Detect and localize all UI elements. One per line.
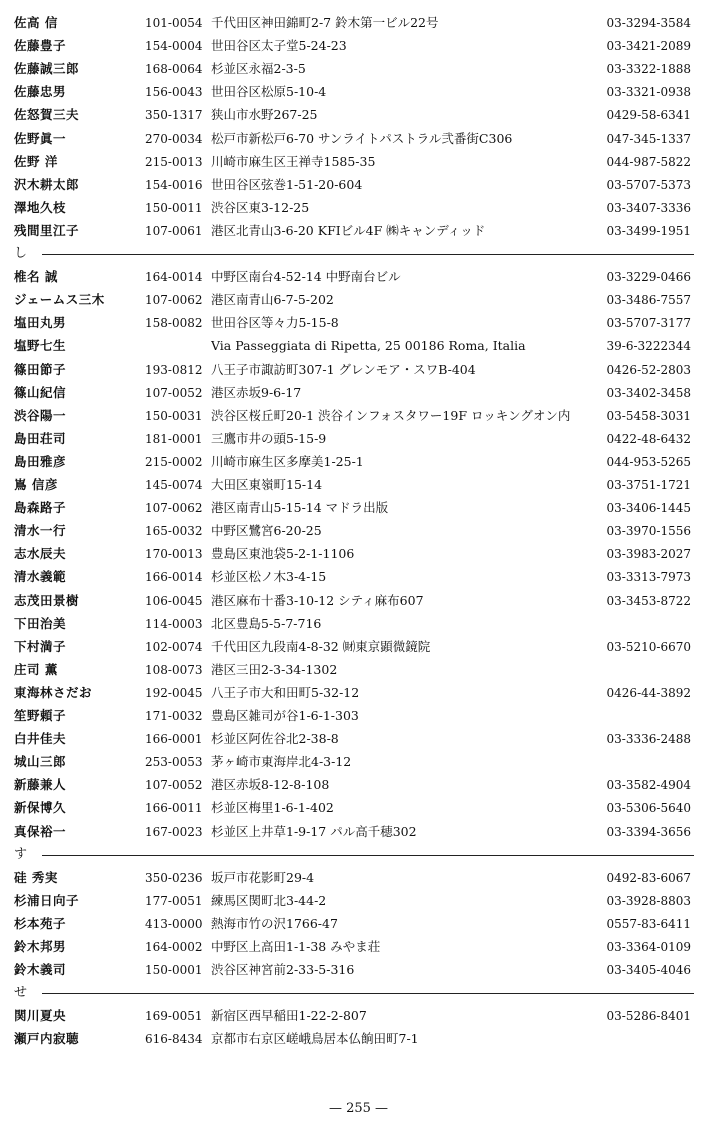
directory-entry — [0, 266, 717, 288]
directory-entry — [0, 174, 717, 196]
entry-address: 世田谷区太子堂5-24-23 — [211, 38, 347, 54]
entry-zip: 350-1317 — [145, 108, 203, 123]
directory-entry — [0, 289, 717, 311]
entry-name: ジェームス三木 — [14, 292, 105, 308]
entry-name: 渋谷陽一 — [14, 407, 67, 423]
section-rule — [42, 254, 694, 255]
entry-address: 京都市右京区嵯峨鳥居本仏餉田町7-1 — [211, 1031, 419, 1047]
entry-phone: 03-3322-1888 — [606, 62, 691, 77]
directory-entry — [0, 104, 717, 126]
directory-entry — [0, 151, 717, 173]
entry-address: 中野区鷺宮6-20-25 — [211, 523, 322, 539]
entry-address: 新宿区西早稲田1-22-2-807 — [211, 1008, 367, 1024]
entry-zip: 102-0074 — [145, 639, 203, 654]
entry-phone: 0422-48-6432 — [606, 431, 691, 446]
section-rule — [42, 855, 694, 856]
directory-entry — [0, 1028, 717, 1050]
entry-address: 千代田区九段南4-8-32 ㈶東京顕微鏡院 — [211, 638, 431, 654]
entry-zip: 168-0064 — [145, 62, 203, 77]
entry-zip: 181-0001 — [145, 431, 203, 446]
entry-name: 澤地久枝 — [14, 199, 67, 215]
directory-entry — [0, 335, 717, 357]
entry-address: 八王子市諏訪町307-1 グレンモア・スワB-404 — [211, 361, 476, 377]
entry-phone: 03-3970-1556 — [606, 524, 691, 539]
entry-phone: 03-3321-0938 — [606, 85, 691, 100]
entry-address: 杉並区永福2-3-5 — [211, 61, 306, 77]
entry-name: 下田治美 — [14, 615, 67, 631]
entry-address: 世田谷区松原5-10-4 — [211, 84, 327, 100]
entry-name: 塩野七生 — [14, 338, 67, 354]
entry-name: 庄司 薫 — [14, 661, 58, 677]
entry-name: 瀬戸内寂聴 — [14, 1031, 80, 1047]
entry-phone: 047-345-1337 — [606, 131, 691, 146]
entry-zip: 150-0031 — [145, 408, 203, 423]
section-divider — [14, 845, 694, 865]
entry-phone: 03-5707-3177 — [606, 316, 691, 331]
entry-name: 椎名 誠 — [14, 269, 58, 285]
entry-zip: 164-0014 — [145, 270, 203, 285]
entry-name: 東海林さだお — [14, 684, 93, 700]
entry-phone: 39-6-3222344 — [606, 339, 691, 354]
entry-name: 篠山紀信 — [14, 384, 67, 400]
entry-name: 佐高 信 — [14, 15, 58, 30]
entry-address: 川崎市麻生区王禅寺1585-35 — [211, 153, 376, 169]
entry-address: 港区南青山6-7-5-202 — [211, 292, 334, 308]
entry-phone: 0557-83-6411 — [606, 916, 691, 931]
entry-name: 佐藤忠男 — [14, 84, 67, 100]
directory-entry — [0, 1005, 717, 1027]
directory-entry — [0, 682, 717, 704]
entry-address: Via Passeggiata di Ripetta, 25 00186 Roma, Italia — [211, 338, 526, 354]
entry-name: 佐野 洋 — [14, 153, 58, 169]
entry-phone: 03-3983-2027 — [606, 547, 691, 562]
entry-address: 港区赤坂8-12-8-108 — [211, 777, 330, 793]
entry-name: 島田荘司 — [14, 430, 67, 446]
entry-zip: 171-0032 — [145, 709, 203, 723]
entry-name: 笙野頼子 — [14, 708, 67, 723]
entry-zip: 150-0011 — [145, 200, 203, 215]
entry-phone: 0492-83-6067 — [606, 870, 691, 885]
entry-address: 千代田区神田錦町2-7 鈴木第一ビル22号 — [211, 15, 439, 30]
entry-address: 八王子市大和田町5-32-12 — [211, 684, 360, 700]
section-divider — [14, 983, 694, 1003]
entry-zip: 158-0082 — [145, 316, 203, 331]
directory-entry — [0, 659, 717, 681]
directory-entry — [0, 543, 717, 565]
entry-name: 清水一行 — [14, 523, 67, 539]
entry-zip: 350-0236 — [145, 870, 203, 885]
entry-address: 練馬区関町北3-44-2 — [211, 892, 327, 908]
entry-phone: 044-987-5822 — [606, 154, 691, 169]
directory-entry — [0, 636, 717, 658]
directory-entry — [0, 590, 717, 612]
entry-phone: 03-5458-3031 — [606, 408, 691, 423]
entry-phone: 0426-44-3892 — [606, 685, 691, 700]
entry-address: 熱海市竹の沢1766-47 — [211, 915, 338, 931]
section-divider — [14, 244, 694, 264]
entry-address: 港区赤坂9-6-17 — [211, 384, 302, 400]
directory-entry — [0, 497, 717, 519]
entry-name: 佐藤誠三郎 — [14, 61, 80, 77]
entry-zip: 107-0061 — [145, 223, 203, 238]
directory-entry — [0, 936, 717, 958]
entry-name: 真保裕一 — [14, 823, 67, 839]
entry-phone: 03-3421-2089 — [606, 39, 691, 54]
directory-entry — [0, 312, 717, 334]
entry-zip: 166-0001 — [145, 732, 203, 747]
entry-phone: 03-3364-0109 — [606, 940, 691, 954]
entry-name: 硅 秀実 — [14, 869, 58, 885]
entry-address: 松戸市新松戸6-70 サンライトパストラル弐番街C306 — [211, 130, 513, 146]
entry-address: 渋谷区東3-12-25 — [211, 199, 310, 215]
entry-phone: 03-5707-5373 — [606, 177, 691, 192]
entry-phone: 03-3582-4904 — [606, 778, 691, 793]
entry-zip: 107-0052 — [145, 385, 203, 400]
entry-name: 新保博久 — [14, 800, 67, 816]
entry-name: 杉浦日向子 — [14, 892, 80, 908]
entry-name: 白井佳夫 — [14, 731, 67, 747]
entry-zip: 169-0051 — [145, 1009, 203, 1024]
entry-address: 中野区上高田1-1-38 みやま荘 — [211, 939, 381, 954]
entry-phone: 0429-58-6341 — [606, 108, 691, 123]
section-kana-label: せ — [14, 985, 28, 1001]
entry-address: 豊島区東池袋5-2-1-1106 — [211, 546, 355, 562]
entry-zip: 270-0034 — [145, 131, 203, 146]
directory-entry — [0, 867, 717, 889]
entry-zip: 215-0013 — [145, 154, 203, 169]
directory-entry — [0, 12, 717, 34]
entry-zip: 145-0074 — [145, 478, 203, 492]
entry-address: 世田谷区等々力5-15-8 — [211, 315, 339, 331]
entry-zip: 108-0073 — [145, 662, 203, 677]
entry-phone: 03-3486-7557 — [606, 293, 691, 308]
entry-name: 塩田丸男 — [14, 315, 67, 331]
entry-zip: 165-0032 — [145, 524, 203, 539]
entry-phone: 03-3453-8722 — [606, 593, 691, 608]
entry-zip: 616-8434 — [145, 1032, 203, 1047]
directory-entry — [0, 751, 717, 773]
entry-zip: 106-0045 — [145, 593, 203, 608]
entry-phone: 03-3336-2488 — [606, 732, 691, 747]
section-rule — [42, 993, 694, 994]
entry-phone: 03-3407-3336 — [606, 200, 691, 215]
entry-name: 鈴木義司 — [14, 962, 67, 978]
entry-address: 渋谷区神宮前2-33-5-316 — [211, 962, 355, 978]
entry-zip: 107-0062 — [145, 293, 203, 308]
entry-zip: 156-0043 — [145, 85, 203, 100]
entry-zip: 166-0014 — [145, 570, 203, 585]
entry-zip: 215-0002 — [145, 454, 203, 469]
entry-name: 鈴木邦男 — [14, 939, 67, 954]
entry-zip: 107-0062 — [145, 501, 203, 516]
entry-zip: 154-0016 — [145, 177, 203, 192]
entry-phone: 03-3499-1951 — [606, 223, 691, 238]
entry-zip: 413-0000 — [145, 916, 203, 931]
entry-address: 渋谷区桜丘町20-1 渋谷インフォスタワー19F ロッキングオン内 — [211, 407, 571, 423]
entry-address: 杉並区梅里1-6-1-402 — [211, 800, 334, 816]
directory-entry — [0, 520, 717, 542]
entry-phone: 03-3402-3458 — [606, 385, 691, 400]
entry-zip: 164-0002 — [145, 940, 203, 954]
entry-phone: 03-3313-7973 — [606, 570, 691, 585]
entry-zip: 114-0003 — [145, 616, 203, 631]
directory-entry — [0, 58, 717, 80]
directory-entry — [0, 797, 717, 819]
entry-zip: 154-0004 — [145, 39, 203, 54]
entry-name: 嶌 信彦 — [14, 477, 58, 492]
directory-entry — [0, 613, 717, 635]
entry-zip: 253-0053 — [145, 755, 203, 770]
entry-address: 三鷹市井の頭5-15-9 — [211, 430, 327, 446]
entry-phone: 0426-52-2803 — [606, 362, 691, 377]
directory-entry — [0, 382, 717, 404]
entry-phone: 03-5210-6670 — [606, 639, 691, 654]
directory-entry — [0, 81, 717, 103]
directory-entry — [0, 774, 717, 796]
entry-name: 佐藤豊子 — [14, 38, 67, 54]
entry-address: 大田区東嶺町15-14 — [211, 477, 323, 492]
entry-zip: 101-0054 — [145, 16, 203, 30]
entry-zip: 150-0001 — [145, 963, 203, 978]
entry-zip: 170-0013 — [145, 547, 203, 562]
entry-phone: 03-3229-0466 — [606, 270, 691, 285]
entry-name: 佐怒賀三夫 — [14, 107, 80, 123]
entry-name: 清水義範 — [14, 569, 67, 585]
entry-name: 志茂田景樹 — [14, 592, 80, 608]
entry-address: 港区北青山3-6-20 KFIビル4F ㈱キャンディッド — [211, 222, 486, 238]
entry-zip: 166-0011 — [145, 801, 203, 816]
entry-name: 新藤兼人 — [14, 777, 67, 793]
entry-address: 北区豊島5-5-7-716 — [211, 615, 322, 631]
directory-entry — [0, 913, 717, 935]
entry-address: 港区南青山5-15-14 マドラ出版 — [211, 500, 389, 516]
directory-entry — [0, 220, 717, 242]
entry-name: 島田雅彦 — [14, 453, 67, 469]
entry-address: 坂戸市花影町29-4 — [211, 869, 315, 885]
entry-phone: 03-3405-4046 — [606, 963, 691, 978]
entry-address: 茅ヶ崎市東海岸北4-3-12 — [211, 754, 352, 770]
entry-address: 杉並区松ノ木3-4-15 — [211, 569, 327, 585]
section-kana-label: し — [14, 246, 28, 261]
entry-address: 港区三田2-3-34-1302 — [211, 661, 338, 677]
directory-entry — [0, 405, 717, 427]
entry-address: 世田谷区弦巻1-51-20-604 — [211, 176, 363, 192]
entry-zip: 193-0812 — [145, 362, 203, 377]
entry-name: 残間里江子 — [14, 222, 80, 238]
entry-phone: 044-953-5265 — [606, 454, 691, 469]
directory-entry — [0, 566, 717, 588]
entry-zip: 177-0051 — [145, 893, 203, 908]
entry-zip: 192-0045 — [145, 685, 203, 700]
entry-address: 中野区南台4-52-14 中野南台ビル — [211, 269, 401, 285]
entry-phone: 03-3751-1721 — [606, 478, 691, 492]
entry-phone: 03-3406-1445 — [606, 501, 691, 516]
entry-name: 島森路子 — [14, 500, 67, 516]
entry-zip: 107-0052 — [145, 778, 203, 793]
directory-entry — [0, 359, 717, 381]
entry-name: 杉本苑子 — [14, 915, 67, 931]
entry-phone: 03-3394-3656 — [606, 824, 691, 839]
entry-name: 志水辰夫 — [14, 546, 67, 562]
directory-entry — [0, 35, 717, 57]
directory-entry — [0, 451, 717, 473]
entry-name: 下村満子 — [14, 638, 67, 654]
directory-entry — [0, 821, 717, 843]
directory-entry — [0, 128, 717, 150]
entry-name: 城山三郎 — [14, 754, 67, 770]
entry-address: 川崎市麻生区多摩美1-25-1 — [211, 453, 364, 469]
page-number: — 255 — — [328, 1101, 389, 1116]
entry-name: 沢木耕太郎 — [14, 176, 80, 192]
directory-entry — [0, 705, 717, 727]
entry-phone: 03-3928-8803 — [606, 893, 691, 908]
entry-name: 篠田節子 — [14, 361, 67, 377]
section-kana-label: す — [14, 846, 28, 862]
entry-name: 佐野眞一 — [14, 130, 67, 146]
entry-address: 杉並区上井草1-9-17 パル高千穂302 — [211, 823, 417, 839]
directory-entry — [0, 474, 717, 496]
entry-address: 港区麻布十番3-10-12 シティ麻布607 — [211, 592, 424, 608]
entry-address: 豊島区雑司が谷1-6-1-303 — [211, 708, 359, 723]
directory-entry — [0, 197, 717, 219]
entry-address: 狭山市水野267-25 — [211, 107, 318, 123]
directory-entry — [0, 728, 717, 750]
entry-phone: 03-5286-8401 — [606, 1009, 691, 1024]
entry-address: 杉並区阿佐谷北2-38-8 — [211, 731, 339, 747]
entry-phone: 03-3294-3584 — [606, 16, 691, 30]
entry-phone: 03-5306-5640 — [606, 801, 691, 816]
entry-zip: 167-0023 — [145, 824, 203, 839]
entry-name: 関川夏央 — [14, 1008, 67, 1024]
directory-entry — [0, 890, 717, 912]
directory-entry — [0, 959, 717, 981]
directory-entry — [0, 428, 717, 450]
